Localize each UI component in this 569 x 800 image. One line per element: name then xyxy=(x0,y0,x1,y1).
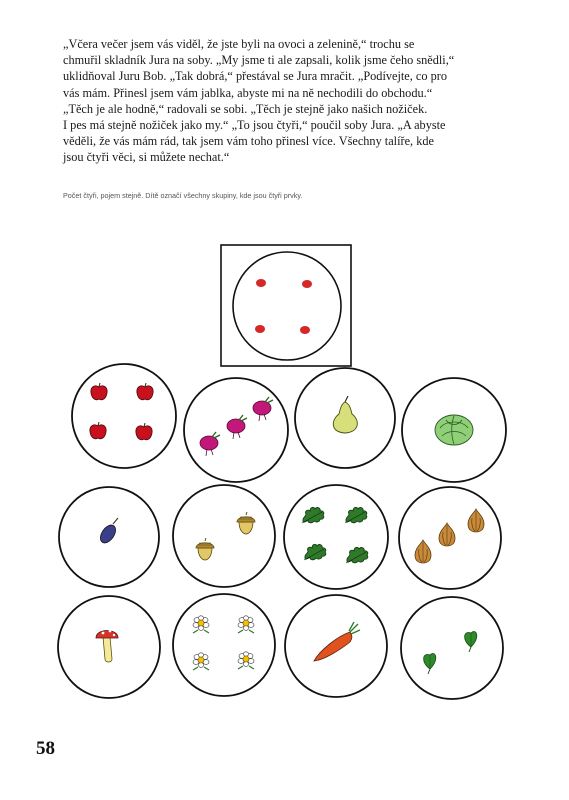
plate-carrot[interactable] xyxy=(285,595,387,697)
plate-acorns[interactable] xyxy=(173,485,275,587)
story-line: I pes má stejně nožiček jako my.“ „To jsou čtyři,“ poučil soby Jura. „A abyste xyxy=(63,118,446,133)
sample-plate xyxy=(221,245,351,366)
plate-outline xyxy=(233,252,341,360)
story-line: uklidňoval Juru Bob. „Tak dobrá,“ přestával se Jura mračit. „Podívejte, co pro xyxy=(63,69,447,84)
red-dot-icon xyxy=(300,326,310,334)
story-line: „Včera večer jsem vás viděl, že jste byli na ovoci a zelenině,“ trochu se xyxy=(63,37,415,51)
cabbage-icon xyxy=(435,415,473,445)
plate-apples[interactable] xyxy=(72,364,176,468)
story-line: jsou čtyři věci, si můžete nechat.“ xyxy=(63,150,230,165)
plate-cabbage[interactable] xyxy=(402,378,506,482)
plate-linden-leaves[interactable] xyxy=(401,597,503,699)
plate-mushroom[interactable] xyxy=(58,596,160,698)
plate-onions[interactable] xyxy=(399,487,507,589)
story-line: věděli, že vás mám rád, tak jsem vám toho přinesl více. Všechny talíře, kde xyxy=(63,134,434,149)
story-line: chmuřil skladník Jura na soby. „My jsme ti ale zapsali, kolik jsme čeho snědli,“ xyxy=(63,53,455,68)
plate-pear[interactable] xyxy=(295,368,395,468)
red-dot-icon xyxy=(256,279,266,287)
page-number: 58 xyxy=(36,738,55,759)
plate-flowers[interactable] xyxy=(173,594,275,696)
plate-radishes[interactable] xyxy=(184,378,288,482)
red-dot-icon xyxy=(302,280,312,288)
story-line: vás mám. Přinesl jsem vám jablka, abyste mi na ně nechodili do obchodu.“ xyxy=(63,85,433,100)
plate-oak-leaves[interactable] xyxy=(284,485,388,589)
exercise-instruction: Počet čtyři, pojem stejně. Dítě označí všechny skupiny, kde jsou čtyři prvky. xyxy=(63,191,303,200)
story-line: „Těch je ale hodně,“ radovali se sobi. „Těch je stejně jako našich nožiček. xyxy=(63,101,428,116)
plate-plum[interactable] xyxy=(59,487,159,587)
red-dot-icon xyxy=(255,325,265,333)
